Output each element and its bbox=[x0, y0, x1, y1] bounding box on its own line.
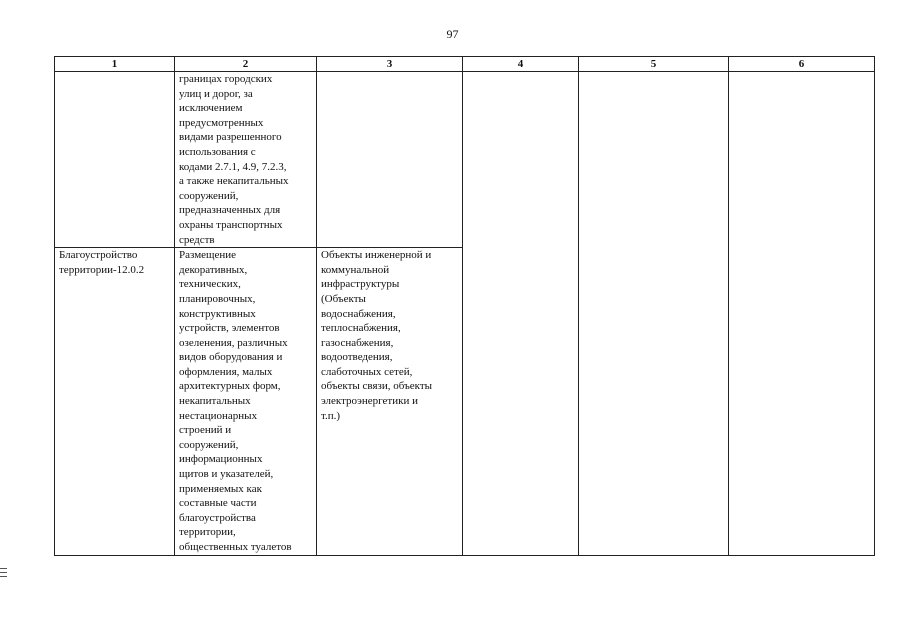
cell-description bbox=[175, 248, 317, 555]
cell-code-continued bbox=[55, 72, 175, 248]
column-header-3: 3 bbox=[317, 57, 463, 72]
cell-auxiliary-continued bbox=[317, 72, 463, 248]
column-header-1: 1 bbox=[55, 57, 175, 72]
cell-col6 bbox=[729, 248, 875, 555]
cell-col4-continued bbox=[463, 72, 579, 248]
cell-col5-continued bbox=[579, 72, 729, 248]
column-header-4: 4 bbox=[463, 57, 579, 72]
description-text: Размещение декоративных, технических, планировочных, конструктивных устройств, элементов озеленения, различных видов оборудования и оформления, малых архитектурных форм, некапитальных нестационарных строений и сооружений, информационных щитов и указателей, применяемых как составные части благоустройства территории, общественных туалетов bbox=[179, 249, 292, 553]
regulations-table bbox=[54, 56, 875, 556]
auxiliary-text: Объекты инженерной и коммунальной инфраструктуры (Объекты водоснабжения, теплоснабжения, газоснабжения, водоотведения, слаботочных сетей, объекты связи, объекты электроэнергетики и т.п.) bbox=[321, 249, 433, 422]
cell-auxiliary bbox=[317, 248, 463, 555]
description-text-continued: границах городских улиц и дорог, за исключением предусмотренных видами разрешенного использования с кодами 2.7.1, 4.9, 7.2.3, а также некапитальных сооружений, предназначенных для охраны транспортных средств bbox=[179, 73, 289, 246]
header-row bbox=[55, 57, 875, 72]
cell-use-name bbox=[55, 248, 175, 555]
page-number: 97 bbox=[446, 27, 459, 41]
column-header-5: 5 bbox=[579, 57, 729, 72]
cell-col4 bbox=[463, 248, 579, 555]
column-header-2: 2 bbox=[175, 57, 317, 72]
column-header-6: 6 bbox=[729, 57, 875, 72]
cell-col6-continued bbox=[729, 72, 875, 248]
cell-col5 bbox=[579, 248, 729, 555]
use-name-text: Благоустройство территории-12.0.2 bbox=[59, 249, 145, 276]
table-row bbox=[55, 248, 875, 555]
margin-mark bbox=[0, 568, 7, 580]
cell-description-continued bbox=[175, 72, 317, 248]
table-row-continued bbox=[55, 72, 875, 248]
